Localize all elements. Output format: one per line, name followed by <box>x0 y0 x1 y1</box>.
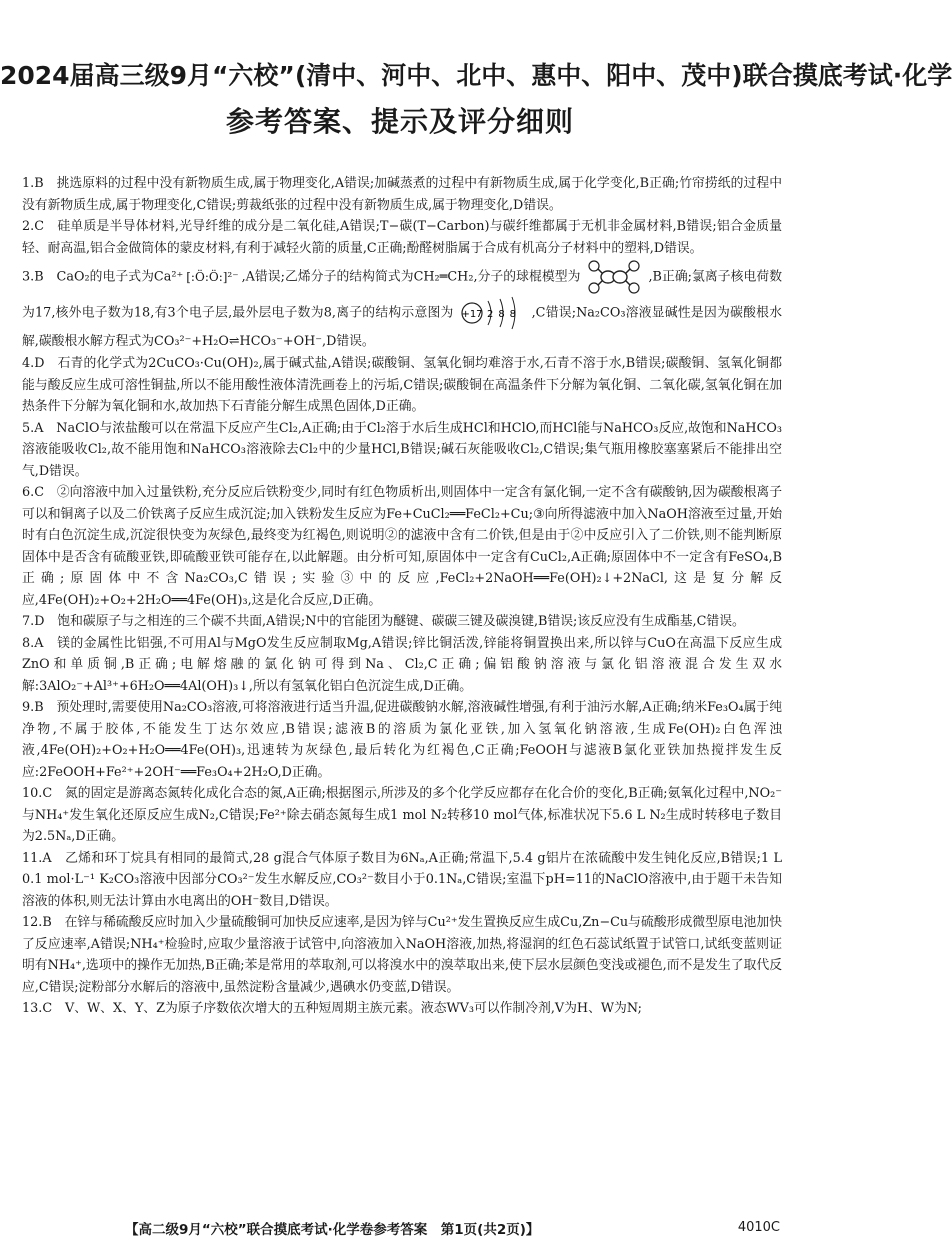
answer-item-7 <box>22 611 782 633</box>
answer-text: ,A错误;乙烯分子的结构简式为CH₂═CH₂,分子的球棍模型为 <box>241 269 581 285</box>
answer-text: 饱和碳原子与之相连的三个碳不共面,A错误;N中的官能团为醚键、碳碳三键及碳溴键,B错误;该反应没有生成酯基,C错误。 <box>57 614 745 629</box>
answer-item-8 <box>22 633 782 698</box>
answer-text: 氮的固定是游离态氮转化成化合态的氮,A正确;根据图示,所涉及的多个化学反应都存在化合价的变化,B正确;氨氧化过程中,NO₂⁻与NH₄⁺发生氧化还原反应生成N₂,C错误;Fe²⁺除去硝态氮每生成1 mol N₂转移10 mol气体,标准状况下5.6 L N₂生成时转移电子数目为2.5Nₐ,D正确。 <box>22 786 783 844</box>
answer-item-9 <box>22 697 782 783</box>
answer-text: NaClO与浓盐酸可以在常温下反应产生Cl₂,A正确;由于Cl₂溶于水后生成HCl和HClO,而HCl能与NaHCO₃反应,故饱和NaHCO₃溶液能吸收Cl₂,故不能用饱和NaHCO₃溶液除去Cl₂中的少量HCl,B错误;碱石灰能吸收Cl₂,C错误;集气瓶用橡胶塞塞紧后不能排出空气,D错误。 <box>22 420 782 479</box>
answer-number: 8.A <box>22 635 44 651</box>
answer-item-11 <box>22 848 782 913</box>
answer-text: V、W、X、Y、Z为原子序数依次增大的五种短周期主族元素。液态WV₃可以作制冷剂,V为H、W为N; <box>64 1001 642 1016</box>
footer-caption: 【高二级9月“六校”联合摸底考试·化学卷参考答案 第1页(共2页)】 <box>125 1222 540 1238</box>
answer-item-4 <box>22 353 782 418</box>
answer-item-10 <box>22 783 782 848</box>
answer-number: 4.D <box>22 356 45 371</box>
answer-text: 在锌与稀硫酸反应时加入少量硫酸铜可加快反应速率,是因为锌与Cu²⁺发生置换反应生成Cu,Zn−Cu与硫酸形成微型原电池加快了反应速率,A错误;NH₄⁺检验时,应取少量溶液于试管中,向溶液加入NaOH溶液,加热,将湿润的红色石蕊试纸置于试管口,试纸变蓝则证明有NH₄⁺,选项中的操作无加热,B正确;苯是常用的萃取剂,可以将溴水中的溴萃取出来,使下层水层颜色变浅或褪色,而不是发生了取代反应,C错误;淀粉部分水解后的溶液中,虽然淀粉含量减少,遇碘水仍变蓝,D错误。 <box>22 915 782 995</box>
peroxide-electron-formula: [:Ö:Ö:]²⁻ <box>186 270 239 284</box>
answer-item-12 <box>22 912 782 998</box>
answer-number: 6.C <box>22 485 45 500</box>
answer-number: 3.B <box>22 269 44 285</box>
answer-number: 11.A <box>22 850 52 866</box>
answer-text: 石青的化学式为2CuCO₃·Cu(OH)₂,属于碱式盐,A错误;碳酸铜、氢氧化铜均难溶于水,石青不溶于水,B错误;碳酸铜、氢氧化铜都能与酸反应生成可溶性铜盐,所以不能用酸性液体清洗画卷上的污垢,C错误;碳酸铜在高温条件下分解为氧化铜、二氧化碳,氢氧化铜在加热条件下分解为氧化铜和水,故加热下石青能分解生成黑色固体,D正确。 <box>22 356 783 414</box>
answer-text: CaO₂的电子式为Ca²⁺ <box>56 269 184 285</box>
ethylene-ball-stick-model-icon <box>584 259 644 295</box>
answers-body <box>22 173 782 1020</box>
answer-text: ②向溶液中加入过量铁粉,充分反应后铁粉变少,同时有红色物质析出,则固体中一定含有氯化铜,一定不含有碳酸钠,因为碳酸根离子可以和铜离子以及二价铁离子反应生成沉淀;加入铁粉发生反应为Fe+CuCl₂══FeCl₂+Cu;③向所得滤液中加入NaOH溶液至过量,开始时有白色沉淀生成,沉淀很快变为灰绿色,最终变为红褐色,则说明②的滤液中含有二价铁,但是由于②中反应引入了二价铁,则不能判断原固体中是否含有硫酸亚铁,即硫酸亚铁可能存在,以此解题。由分析可知,原固体中一定含有CuCl₂,A正确;原固体中不一定含有FeSO₄,B正确;原固体中不含Na₂CO₃,C错误;实验③中的反应,FeCl₂+2NaOH══Fe(OH)₂↓+2NaCl,这是复分解反应,4Fe(OH)₂+O₂+2H₂O══4Fe(OH)₃,这是化合反应,D正确。 <box>22 485 783 608</box>
answer-number: 12.B <box>22 915 52 930</box>
answer-text: ,B正确;氯离子核电荷数为17,核外电子数为18,有3个电子层,最外层电子数为8,离子的结构示意图为 <box>22 269 782 321</box>
answer-text: 镁的金属性比铝强,不可用Al与MgO发生反应制取Mg,A错误;锌比铜活泼,锌能将铜置换出来,所以锌与CuO在高温下反应生成ZnO和单质铜,B正确;电解熔融的氯化钠可得到Na、Cl₂,C正确;偏铝酸钠溶液与氯化铝溶液混合发生双水解:3AlO₂⁻+Al³⁺+6H₂O══4Al(OH)₃↓,所以有氢氧化铝白色沉淀生成,D正确。 <box>22 635 783 694</box>
exam-title: 2024届高三级9月“六校”(清中、河中、北中、惠中、阳中、茂中)联合摸底考试·化学 <box>0 61 952 90</box>
answer-number: 1.B <box>22 176 44 191</box>
answer-text: 预处理时,需要使用Na₂CO₃溶液,可将溶液进行适当升温,促进碳酸钠水解,溶液碱性增强,有利于油污水解,A正确;纳米Fe₃O₄属于纯净物,不属于胶体,不能发生丁达尔效应,B错误;滤液B的溶质为氯化亚铁,加入氢氧化钠溶液,生成Fe(OH)₂白色浑浊液,4Fe(OH)₂+O₂+H₂O══4Fe(OH)₃,迅速转为灰绿色,最后转化为红褐色,C正确;FeOOH与滤液B氯化亚铁加热搅拌发生反应:2FeOOH+Fe²⁺+2OH⁻══Fe₃O₄+2H₂O,D正确。 <box>22 700 782 780</box>
answer-text: ,C错误;Na₂CO₃溶液显碱性是因为碳酸根水解,碳酸根水解方程式为CO₃²⁻+H₂O⇌HCO₃⁻+OH⁻,D错误。 <box>22 305 782 349</box>
answer-item-2 <box>22 216 782 259</box>
page-footer <box>0 1214 800 1244</box>
answer-subtitle: 参考答案、提示及评分细则 <box>225 105 574 138</box>
answer-number: 9.B <box>22 700 44 715</box>
answer-text: 硅单质是半导体材料,光导纤维的成分是二氧化硅,A错误;T−碳(T−Carbon)与碳纤维都属于无机非金属材料,B错误;铝合金质量轻、耐高温,铝合金做筒体的蒙皮材料,有利于减轻火箭的质量,C正确;酚醛树脂属于合成有机高分子材料中的塑料,D错误。 <box>22 219 782 256</box>
answer-text: 挑选原料的过程中没有新物质生成,属于物理变化,A错误;加碱蒸煮的过程中有新物质生成,属于化学变化,B正确;竹帘捞纸的过程中没有新物质生成,属于物理变化,C错误;剪裁纸张的过程中没有新物质生成,属于物理变化,D错误。 <box>22 176 783 213</box>
answer-number: 13.C <box>22 1001 53 1016</box>
ion-shell-electrons: 288 <box>486 309 521 320</box>
answer-text: 乙烯和环丁烷具有相同的最简式,28 g混合气体原子数目为6Nₐ,A正确;常温下,5.4 g铝片在浓硫酸中发生钝化反应,B错误;1 L 0.1 mol·L⁻¹ K₂CO₃溶液中因部分CO₃²⁻发生水解反应,CO₃²⁻数目小于0.1Nₐ,C错误;室温下pH=11的NaClO溶液中,由于题干未告知溶液的体积,则无法计算由水电离出的OH⁻数目,D错误。 <box>22 850 782 909</box>
answer-number: 7.D <box>22 614 45 629</box>
footer-code: 4010C <box>737 1220 780 1235</box>
answer-number: 5.A <box>22 420 44 436</box>
answer-item-1 <box>22 173 782 216</box>
answer-number: 10.C <box>22 786 53 801</box>
answer-item-13 <box>22 998 782 1020</box>
answer-item-3 <box>22 259 782 353</box>
answer-item-6 <box>22 482 782 611</box>
answer-item-5 <box>22 418 782 483</box>
answer-number: 2.C <box>22 219 45 234</box>
chloride-ion-structure-diagram <box>458 295 528 331</box>
ion-nucleus-charge: +17 <box>461 309 483 320</box>
